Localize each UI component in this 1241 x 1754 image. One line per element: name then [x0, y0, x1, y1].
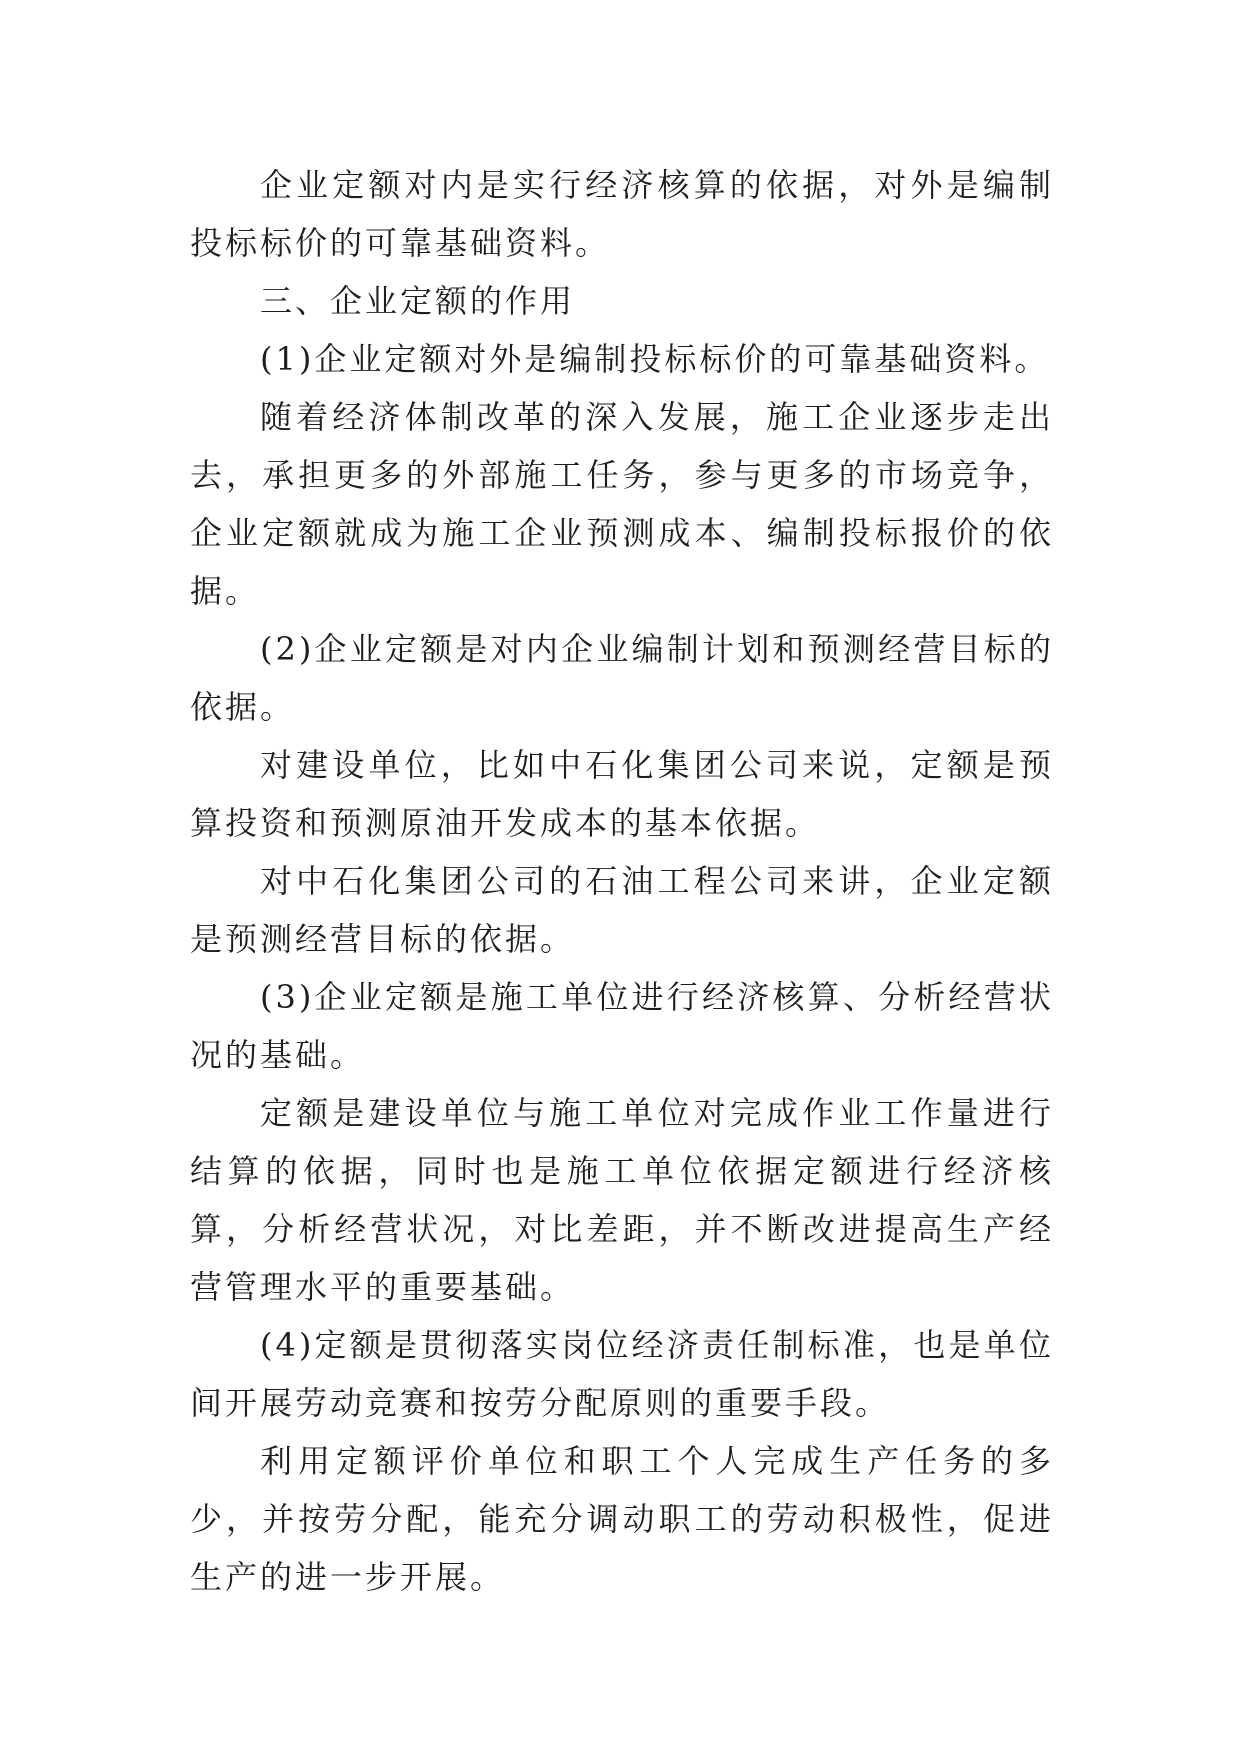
list-item-4: (4)定额是贯彻落实岗位经济责任制标准，也是单位间开展劳动竞赛和按劳分配原则的重要手段。 — [190, 1326, 1054, 1422]
section-heading: 三、企业定额的作用 — [260, 282, 576, 320]
paragraph-4-detail: 利用定额评价单位和职工个人完成生产任务的多少，并按劳分配，能充分调动职工的劳动积极性，促进生产的进一步开展。 — [190, 1442, 1054, 1596]
list-item-1: (1)企业定额对外是编制投标标价的可靠基础资料。 — [260, 340, 1050, 378]
document-body — [190, 156, 1054, 1606]
paragraph-2-detail-a: 对建设单位，比如中石化集团公司来说，定额是预算投资和预测原油开发成本的基本依据。 — [190, 746, 1054, 842]
paragraph-intro: 企业定额对内是实行经济核算的依据，对外是编制投标标价的可靠基础资料。 — [190, 166, 1054, 262]
list-item-2: (2)企业定额是对内企业编制计划和预测经营目标的依据。 — [190, 630, 1054, 726]
paragraph-3-detail: 定额是建设单位与施工单位对完成作业工作量进行结算的依据，同时也是施工单位依据定额进行经济核算，分析经营状况，对比差距，并不断改进提高生产经营管理水平的重要基础。 — [190, 1094, 1054, 1306]
paragraph-2-detail-b: 对中石化集团公司的石油工程公司来讲，企业定额是预测经营目标的依据。 — [190, 862, 1054, 958]
list-item-3: (3)企业定额是施工单位进行经济核算、分析经营状况的基础。 — [190, 978, 1054, 1074]
paragraph-1-detail: 随着经济体制改革的深入发展，施工企业逐步走出去，承担更多的外部施工任务，参与更多的市场竞争，企业定额就成为施工企业预测成本、编制投标报价的依据。 — [190, 398, 1054, 610]
